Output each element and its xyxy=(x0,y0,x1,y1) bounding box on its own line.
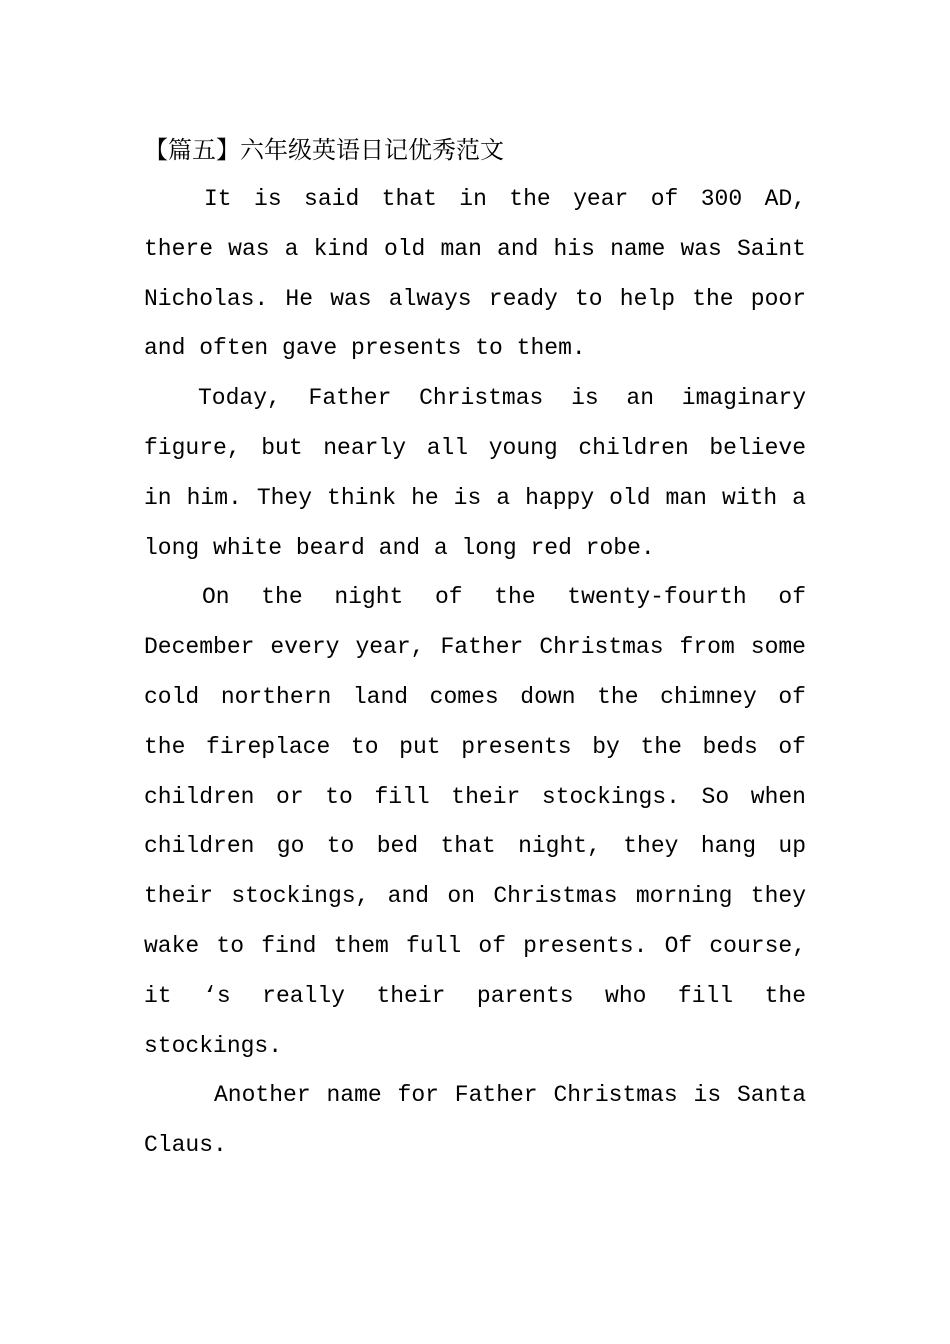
paragraph-christmas-eve: On the night of the twenty-fourth of December every year, Father Christmas from some cold northern land comes down the chimney of the fireplace to put presents by the beds of children or to fill their stockings. So when children go to bed that night, they hang up their stockings, and on Christmas morning they wake to find them full of presents. Of course, it ‘s really their parents who fill the stockings. xyxy=(144,584,806,1059)
document-body xyxy=(144,175,806,1171)
document-heading: 【篇五】六年级英语日记优秀范文 xyxy=(144,136,504,164)
paragraph-father-christmas-figure: Today, Father Christmas is an imaginary figure, but nearly all young children believe in him. They think he is a happy old man with a long white beard and a long red robe. xyxy=(144,385,806,561)
paragraph-santa-claus: Another name for Father Christmas is Santa Claus. xyxy=(144,1082,806,1159)
paragraph-saint-nicholas: It is said that in the year of 300 AD, there was a kind old man and his name was Saint Nicholas. He was always ready to help the poor and often gave presents to them. xyxy=(144,186,806,362)
